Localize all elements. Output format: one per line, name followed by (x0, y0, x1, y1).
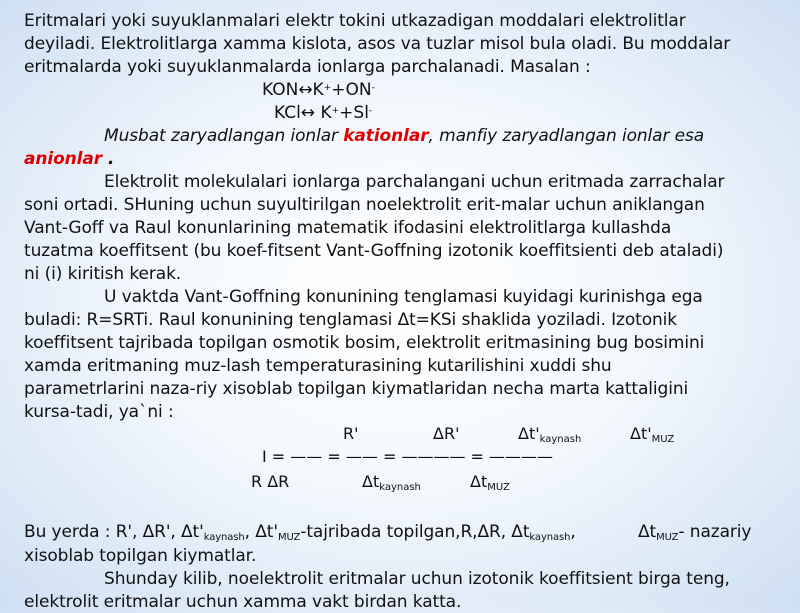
formula-numerator-r: R' (343, 424, 359, 443)
formula-equation-line: I = —— = —— = ———— = ———— (262, 447, 554, 466)
paragraph-2-line-1: Musbat zaryadlangan ionlar kationlar, manfiy zaryadlangan ionlar esa (104, 126, 705, 146)
paragraph-6-line-1: Shunday kilib, noelektrolit eritmalar uchun izotonik koeffitsient birga teng, (104, 569, 730, 589)
paragraph-4-line-2: buladi: R=SRTi. Raul konunining tenglamasi Δt=KSi shaklida yoziladi. Izotonik (24, 310, 678, 330)
formula-numerator-delta-t-muz: $\Delta t'_{MUZ}$ (630, 424, 675, 445)
paragraph-3-line-2: soni ortadi. SHuning uchun suyultirilgan noelektrolit erit-malar uchun aniklangan (24, 195, 705, 215)
paragraph-5-line-2: xisoblab topilgan kiymatlar. (24, 546, 257, 566)
paragraph-4-line-1: U vaktda Vant-Goffning konunining tenglamasi kuyidagi kurinishga ega (104, 287, 703, 307)
paragraph-1-line-3: eritmalarda yoki suyuklanmalarda ionlarga parchalanadi. Masalan : (24, 57, 591, 77)
equation-kon: KON↔K++ON- (262, 80, 375, 100)
equation-kcl: KCl↔ K++Sl- (274, 103, 373, 123)
formula-numerator-delta-r: ΔR' (433, 424, 460, 443)
paragraph-2-line-2: anionlar . (24, 149, 115, 169)
paragraph-1-line-2: deyiladi. Elektrolitlarga xamma kislota, asos va tuzlar misol bula oladi. Bu moddalar (24, 34, 731, 54)
paragraph-3-line-3: Vant-Goff va Raul konunlarining matematik ifodasini elektrolitlarga kullashda (24, 218, 672, 238)
formula-denominator-delta-t-kaynash: $\Delta t_{kaynash}$ (362, 472, 421, 493)
paragraph-3-line-4: tuzatma koeffitsent (bu koef-fitsent Vant-Goffning izotonik koeffitsienti deb ataladi) (24, 241, 724, 261)
paragraph-5-line-1: Bu yerda : R', ΔR', $\Delta t'_{kaynash}$, $\Delta t'_{MUZ}$-tajribada topilgan,R,ΔR, $\Delta t_{kaynash}$, (24, 522, 576, 543)
keyword-kationlar: kationlar (343, 126, 429, 146)
paragraph-5-line-1-end: $\Delta t_{MUZ}-$ nazariy (638, 522, 752, 543)
paragraph-3-line-5: ni (i) kiritish kerak. (24, 264, 182, 284)
keyword-anionlar: anionlar (24, 149, 103, 169)
formula-numerator-delta-t-kaynash: $\Delta t'_{kaynash}$ (518, 424, 582, 445)
paragraph-6-line-2: elektrolit eritmalar uchun xamma vakt birdan katta. (24, 592, 462, 612)
paragraph-4-line-4: xamda eritmaning muz-lash temperaturasining kutarilishini xuddi shu (24, 356, 612, 376)
formula-denominator-delta-t-muz: $\Delta t_{MUZ}$ (470, 472, 510, 493)
paragraph-4-line-5: parametrlarini naza-riy xisoblab topilgan kiymatlaridan necha marta kattaligini (24, 379, 689, 399)
paragraph-4-line-3: koeffitsent tajribada topilgan osmotik bosim, elektrolit eritmasining bug bosimini (24, 333, 705, 353)
paragraph-4-line-6: kursa-tadi, ya`ni : (24, 402, 174, 422)
paragraph-1-line-1: Eritmalari yoki suyuklanmalari elektr tokini utkazadigan moddalari elektrolitlar (24, 11, 686, 31)
formula-denominator-r: R ΔR (251, 472, 290, 491)
paragraph-3-line-1: Elektrolit molekulalari ionlarga parchalangani uchun eritmada zarrachalar (104, 172, 725, 192)
